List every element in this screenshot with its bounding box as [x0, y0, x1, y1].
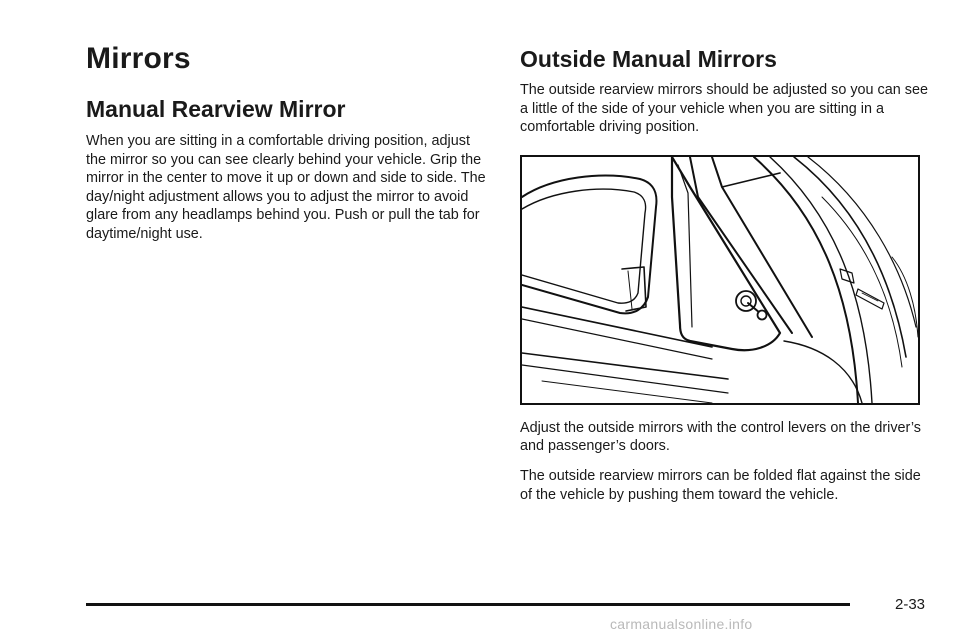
outside-manual-mirrors-heading: Outside Manual Mirrors: [520, 46, 777, 72]
right-column: [520, 44, 930, 504]
manual-rearview-mirror-text: When you are sitting in a comfortable driving position, adjust the mirror so you can see clearly behind your vehicle. Grip the mirror in the center to move it up or down and side to side. The day/night adjustment allows you to adjust the mirror to avoid glare from any headlamps behind you. Push or pull the tab for daytime/night use.: [86, 133, 486, 242]
footer-rule: [86, 603, 850, 606]
page-title: Mirrors: [86, 42, 191, 75]
outside-mirror-figure: [520, 155, 920, 405]
manual-rearview-mirror-heading: Manual Rearview Mirror: [86, 96, 346, 122]
outside-mirror-illustration-icon: [522, 157, 918, 403]
adjust-outside-mirrors-text: Adjust the outside mirrors with the control levers on the driver’s and passenger’s doors.: [520, 419, 921, 455]
fold-mirrors-text: The outside rearview mirrors can be folded flat against the side of the vehicle by pushing them toward the vehicle.: [520, 467, 921, 503]
outside-mirrors-intro-text: The outside rearview mirrors should be adjusted so you can see a little of the side of your vehicle when you are sitting in a comfortable driving position.: [520, 82, 928, 136]
page-number: 2-33: [895, 596, 926, 613]
watermark: carmanualsonline.info: [610, 616, 753, 632]
left-column: [86, 40, 486, 244]
